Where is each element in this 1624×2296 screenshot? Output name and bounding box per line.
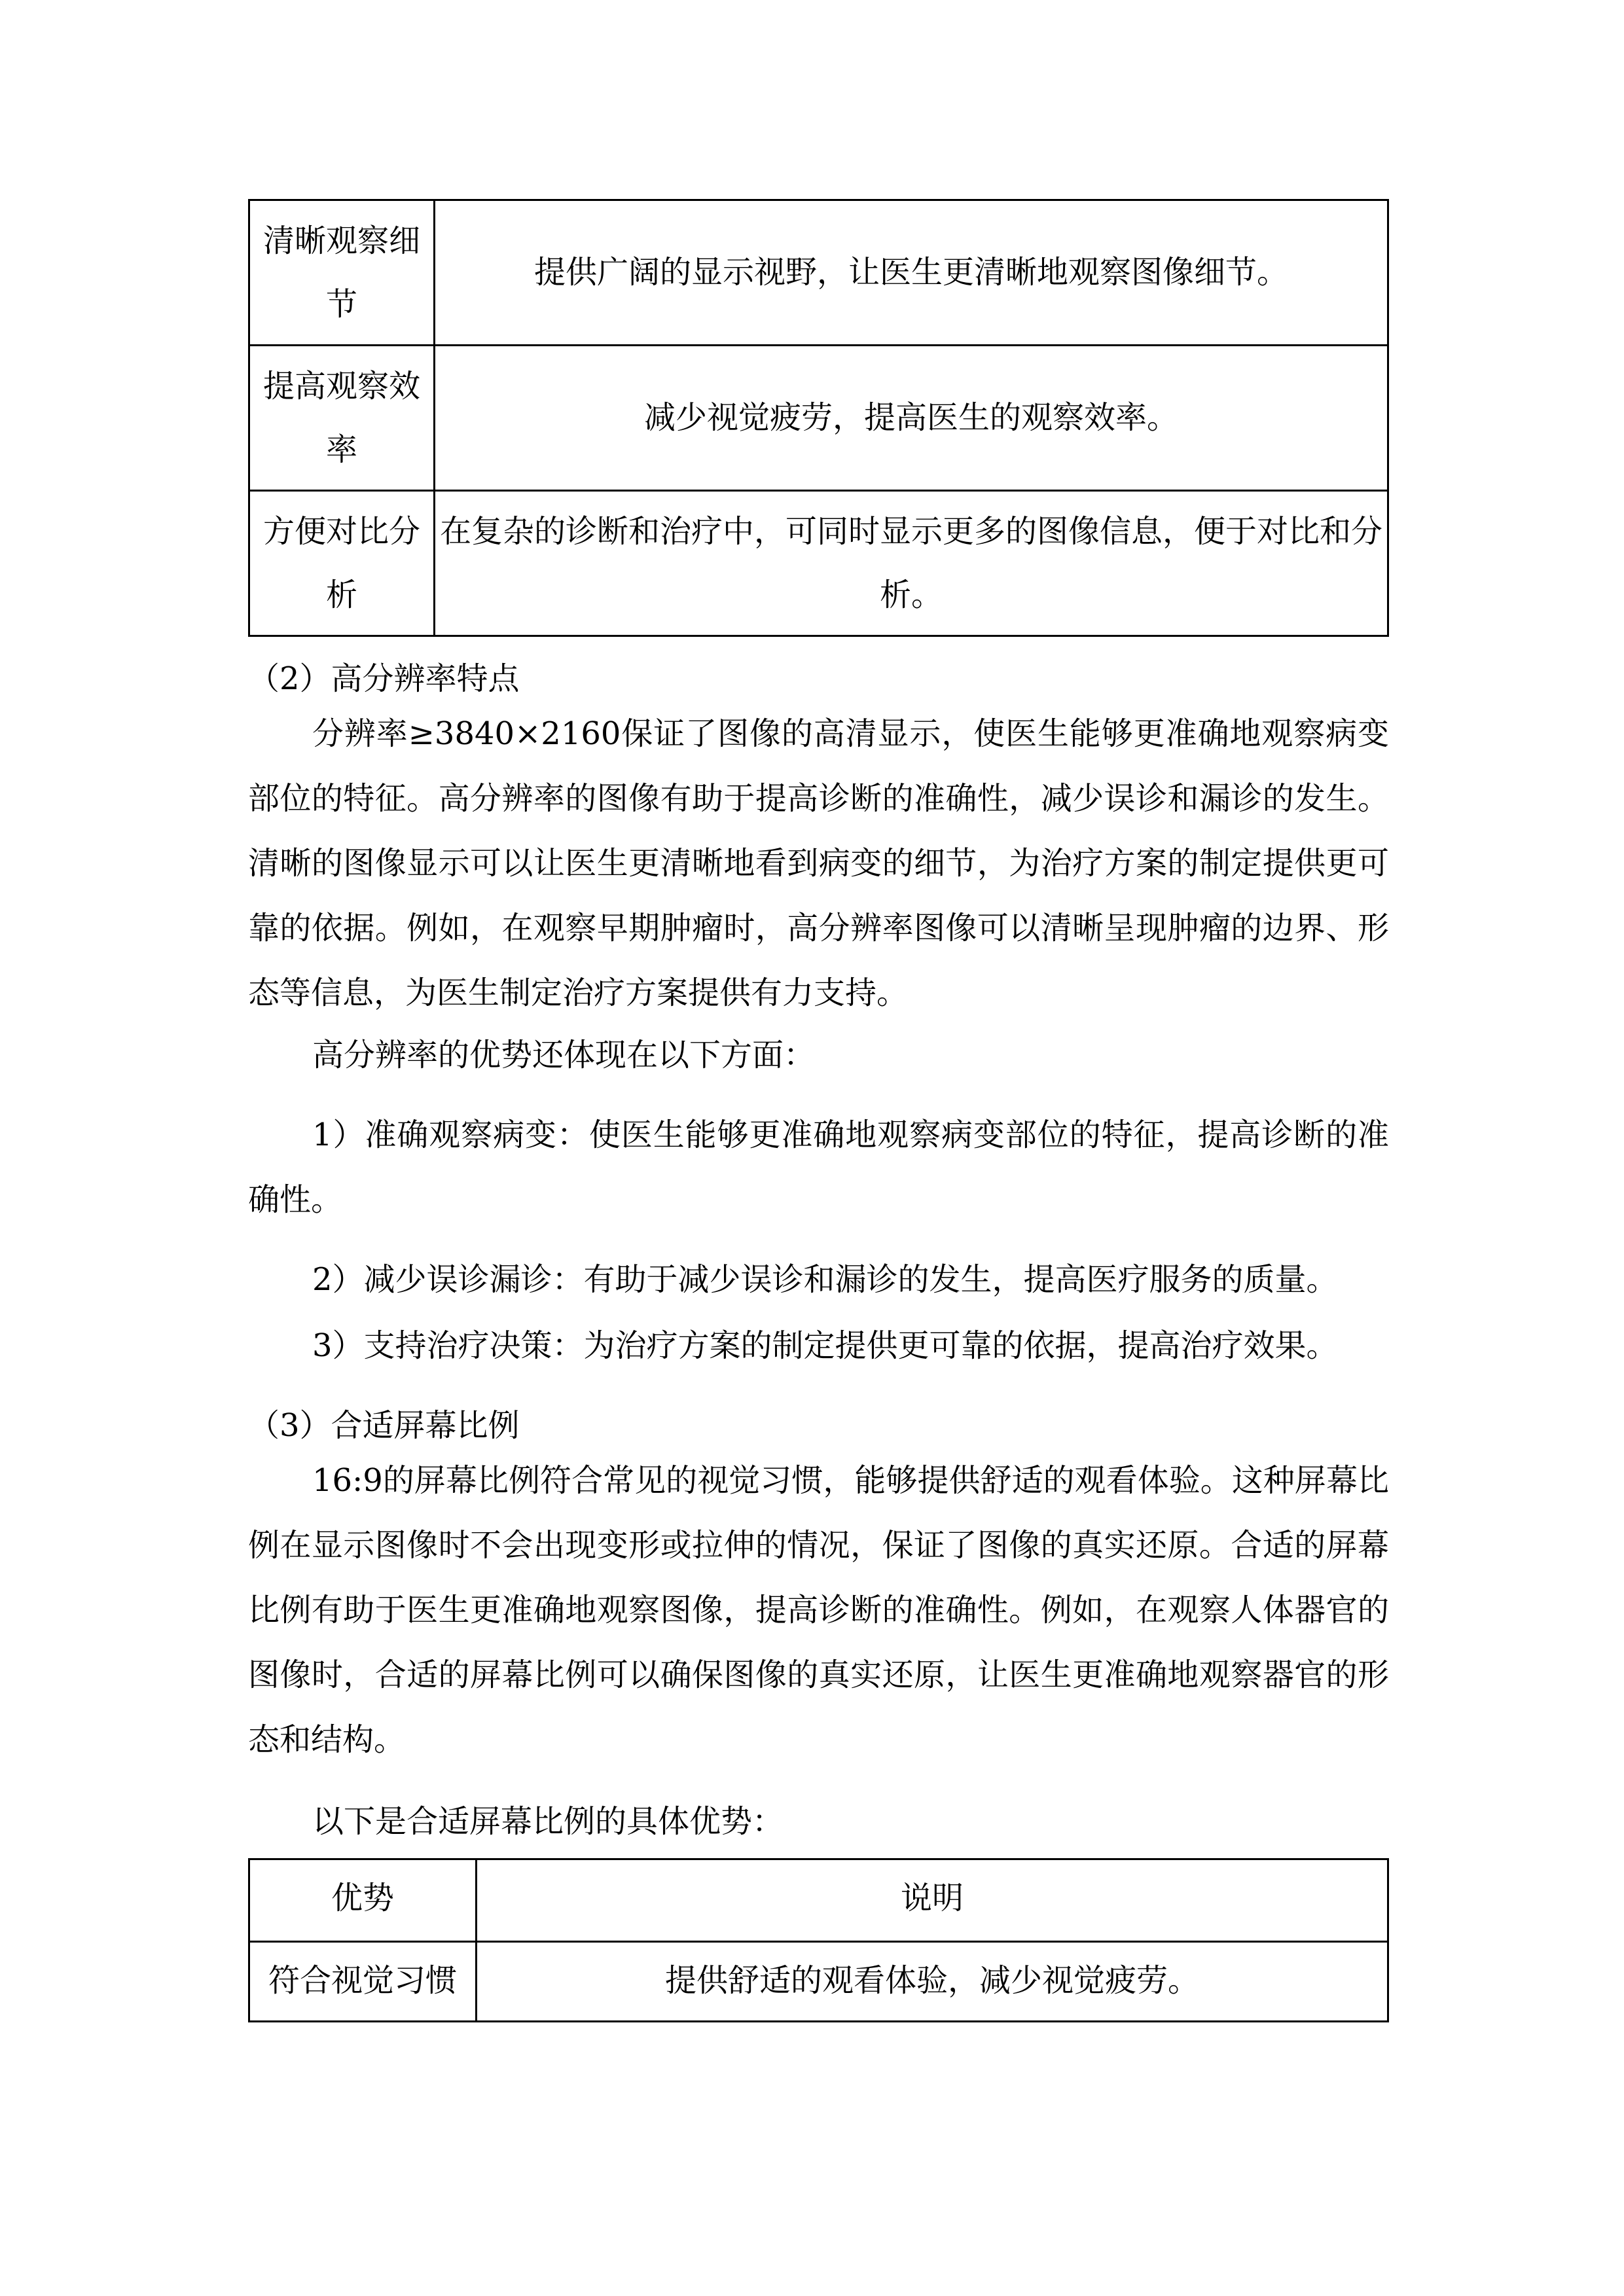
feature-cell: 符合视觉习惯 [249,1942,477,2022]
list-item: 2）减少误诊漏诊：有助于减少误诊和漏诊的发生，提高医疗服务的质量。 [312,1261,1338,1298]
header-cell: 优势 [249,1859,477,1942]
description-cell: 提供广阔的显示视野，让医生更清晰地观察图像细节。 [435,200,1388,346]
table-row [249,346,1388,491]
paragraph: 16:9的屏幕比例符合常见的视觉习惯，能够提供舒适的观看体验。这种屏幕比例在显示图像时不会出现变形或拉伸的情况，保证了图像的真实还原。合适的屏幕比例有助于医生更准确地观察图像，提高诊断的准确性。例如，在观察人体器官的图像时，合适的屏幕比例可以确保图像的真实还原，让医生更准确地观察器官的形态和结构。 [248,1462,1389,1758]
benefits-table-1 [248,199,1389,637]
feature-cell: 清晰观察细节 [249,200,435,346]
section-heading: （3）合适屏幕比例 [248,1407,520,1444]
table-row [249,1942,1388,2022]
description-cell: 提供舒适的观看体验，减少视觉疲劳。 [477,1942,1388,2022]
table-row [249,200,1388,346]
feature-cell: 方便对比分析 [249,491,435,636]
paragraph: 高分辨率的优势还体现在以下方面： [312,1037,816,1073]
table-row [249,491,1388,636]
description-cell: 在复杂的诊断和治疗中，可同时显示更多的图像信息，便于对比和分析。 [435,491,1388,636]
description-cell: 减少视觉疲劳，提高医生的观察效率。 [435,346,1388,491]
section-heading: （2）高分辨率特点 [248,660,520,697]
paragraph: 分辨率≥3840×2160保证了图像的高清显示，使医生能够更准确地观察病变部位的特征。高分辨率的图像有助于提高诊断的准确性，减少误诊和漏诊的发生。清晰的图像显示可以让医生更清晰地看到病变的细节，为治疗方案的制定提供更可靠的依据。例如，在观察早期肿瘤时，高分辨率图像可以清晰呈现肿瘤的边界、形态等信息，为医生制定治疗方案提供有力支持。 [248,715,1389,1011]
benefits-table-2 [248,1858,1389,2022]
table-header-row [249,1859,1388,1942]
feature-cell: 提高观察效率 [249,346,435,491]
list-item: 3）支持治疗决策：为治疗方案的制定提供更可靠的依据，提高治疗效果。 [312,1327,1338,1364]
header-cell: 说明 [477,1859,1388,1942]
paragraph: 以下是合适屏幕比例的具体优势： [312,1803,784,1840]
list-item: 1）准确观察病变：使医生能够更准确地观察病变部位的特征，提高诊断的准确性。 [248,1117,1389,1218]
